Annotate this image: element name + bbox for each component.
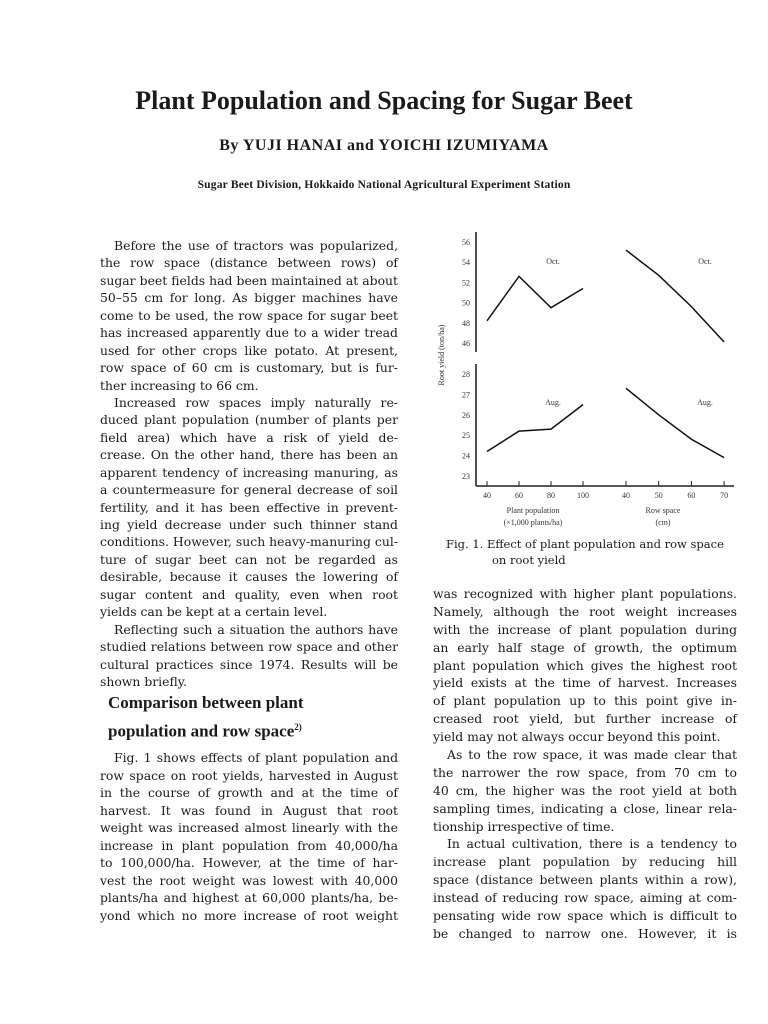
text-line: sampling times, indicating a close, linear rela-: [433, 800, 737, 816]
text-line: has increased apparently due to a wider tread: [100, 325, 398, 341]
text-line: row space on root yields, harvested in August: [100, 767, 398, 783]
text-line: yield exists at the time of harvest. Increases: [433, 675, 737, 691]
series-label: Aug.: [545, 398, 561, 407]
x-tick-label: 70: [720, 491, 729, 500]
caption-line1: Fig. 1. Effect of plant population and row space: [446, 537, 724, 551]
text-line: vest the root weight was lowest with 40,000: [100, 872, 398, 888]
text-line: studied relations between row space and other: [100, 639, 398, 655]
x-tick-label: 40: [483, 491, 491, 500]
text-line: used for other crops like potato. At present,: [100, 342, 398, 358]
y-tick-label: 28: [462, 370, 470, 379]
text-line: was recognized with higher plant populations.: [433, 586, 737, 601]
text-line: creased root yield, but further increase of: [433, 711, 737, 727]
authors: By YUJI HANAI and YOICHI IZUMIYAMA: [219, 137, 549, 154]
x-tick-label: 40: [622, 491, 630, 500]
text-line: of plant population up to this point give in-: [433, 693, 737, 709]
text-line: Before the use of tractors was popularized,: [114, 238, 398, 253]
x-tick-label: 100: [577, 491, 589, 500]
text-line: the row space (distance between rows) of: [100, 255, 398, 271]
text-line: ing yield decrease under such thinner stand: [100, 517, 398, 532]
series-line-oct-population: [487, 276, 583, 320]
text-line: be changed to narrow one. However, it is: [433, 925, 737, 941]
text-line: crease. On the other hand, there has been an: [100, 447, 398, 463]
paper-title: Plant Population and Spacing for Sugar Beet: [135, 86, 633, 115]
text-line: ther increasing to 66 cm.: [100, 377, 259, 393]
y-tick-label: 23: [462, 472, 470, 481]
series-line-aug-population: [487, 405, 583, 452]
text-line: plant population which gives the highest root: [433, 657, 737, 673]
text-line: increase plant population by reducing hill: [433, 854, 737, 870]
text-line: As to the row space, it was made clear that: [447, 747, 737, 763]
text-line: weight was increased almost linearly with the: [100, 820, 398, 835]
section-heading-line2: population and row space: [108, 721, 295, 741]
text-line: conditions. However, such heavy-manuring cul-: [100, 534, 398, 550]
figure-caption: [446, 536, 746, 568]
text-line: an early half stage of growth, the optimum: [433, 639, 737, 655]
y-tick-label: 48: [462, 318, 470, 328]
x-tick-label: 80: [547, 491, 555, 500]
text-line: 50–55 cm for long. As bigger machines have: [100, 290, 398, 306]
affiliation: Sugar Beet Division, Hokkaido National Agricultural Experiment Station: [197, 179, 571, 191]
text-line: shown briefly.: [100, 673, 188, 689]
y-tick-label: 50: [462, 298, 470, 308]
x-label-rowspace: Row space: [645, 506, 681, 515]
y-tick-label: 56: [462, 238, 470, 247]
series-label: Aug.: [697, 398, 713, 407]
text-line: sugar content and quality, even when root: [100, 586, 398, 602]
y-tick-label: 27: [462, 390, 470, 400]
y-tick-label: 26: [462, 410, 470, 420]
x-tick-label: 50: [654, 491, 663, 500]
text-line: ture of sugar beet can not be regarded as: [100, 551, 398, 567]
text-line: duced plant population (number of plants per: [100, 412, 398, 428]
text-line: yields can be kept at a certain level.: [100, 604, 328, 620]
text-line: harvest. It was found in August that root: [100, 802, 398, 818]
y-tick-label: 24: [462, 451, 470, 461]
text-line: 40 cm, the higher was the root yield at both: [433, 782, 737, 798]
text-line: to 100,000/ha. However, at the time of har-: [100, 855, 398, 870]
y-tick-label: 52: [462, 278, 470, 288]
x-label-population-unit: (×1,000 plants/ha): [503, 518, 563, 527]
text-line: Increased row spaces imply naturally re-: [114, 394, 398, 410]
text-line: field area) which have a risk of yield de-: [100, 429, 398, 445]
x-tick-label: 60: [687, 491, 696, 500]
x-label-rowspace-unit: (cm): [655, 518, 671, 527]
y-tick-label: 46: [462, 339, 470, 348]
text-line: cultural practices since 1974. Results will be: [100, 656, 398, 672]
text-line: pensating wide row space which is difficult to: [433, 908, 737, 924]
text-line: tionship irrespective of time.: [433, 818, 615, 834]
text-line: instead of reducing row space, aiming at com-: [433, 890, 737, 906]
section-heading-line1: Comparison between plant: [108, 693, 304, 712]
text-line: apparent tendency of increasing manuring, as: [100, 464, 398, 480]
text-line: fertility, and it has been effective in prevent-: [100, 499, 398, 515]
text-line: increase in plant population from 40,000/ha: [100, 837, 398, 853]
caption-line2: on root yield: [492, 553, 566, 567]
text-line: a countermeasure for general decrease of soil: [100, 482, 398, 498]
text-line: Fig. 1 shows effects of plant population and: [114, 750, 398, 765]
text-line: in the course of growth and at the time of: [100, 785, 398, 800]
y-axis-label: Root yield (ton/ha): [437, 324, 446, 386]
text-line: yield may not always occur beyond this point.: [433, 729, 721, 745]
text-line: sugar beet fields had been maintained at about: [100, 272, 398, 288]
text-line: with the increase of plant population during: [433, 621, 737, 637]
x-label-population: Plant population: [506, 506, 560, 515]
text-line: Reflecting such a situation the authors have: [114, 621, 398, 637]
text-line: Namely, although the root weight increases: [433, 603, 737, 619]
text-line: row space of 60 cm is customary, but is fur-: [100, 360, 398, 376]
x-tick-label: 60: [515, 491, 523, 500]
text-line: In actual cultivation, there is a tendency to: [447, 836, 737, 852]
series-label: Oct.: [546, 257, 560, 266]
text-line: plants/ha and highest at 60,000 plants/ha, be-: [100, 890, 398, 905]
reference-mark: 2): [294, 722, 302, 732]
text-line: space (distance between plants within a row),: [433, 872, 737, 888]
text-line: come to be used, the row space for sugar beet: [100, 307, 398, 323]
y-tick-label: 54: [462, 258, 470, 268]
text-line: yond which no more increase of root weight: [100, 907, 398, 923]
series-label: Oct.: [698, 257, 712, 266]
text-line: the narrower the row space, from 70 cm to: [433, 764, 737, 780]
y-tick-label: 25: [462, 431, 470, 441]
text-line: desirable, because it causes the lowering of: [100, 569, 398, 585]
